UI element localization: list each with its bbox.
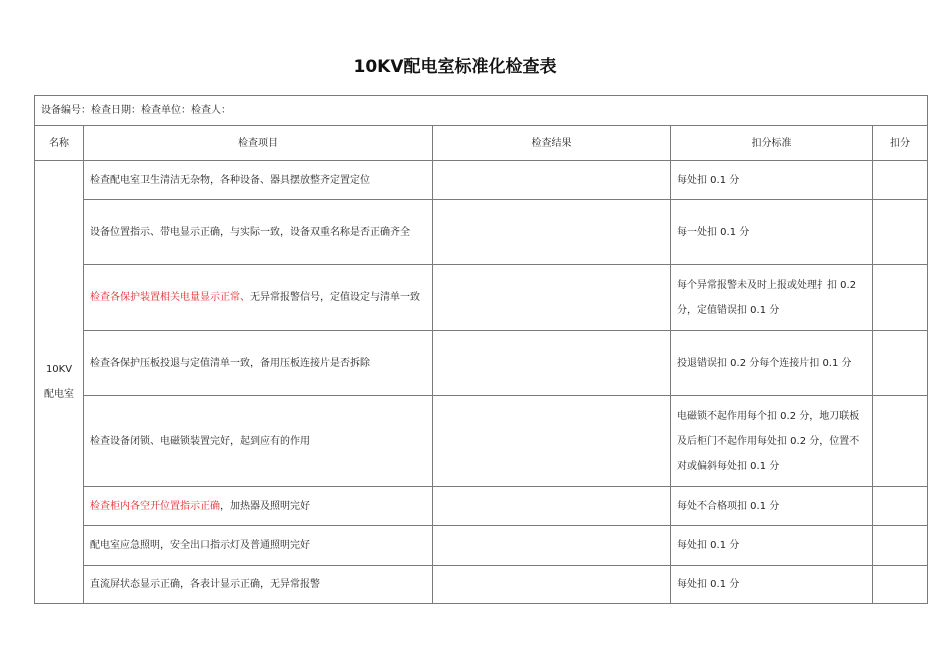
header-name: 名称	[35, 126, 84, 161]
check-item	[84, 331, 433, 396]
check-item	[84, 200, 433, 265]
check-item-text: 检查设备闭锁、电磁锁装置完好，起到应有的作用	[90, 435, 310, 447]
check-result[interactable]	[433, 566, 671, 604]
table-row	[35, 161, 928, 200]
table-row	[35, 200, 928, 265]
deduct-points[interactable]	[873, 526, 928, 566]
check-result[interactable]	[433, 487, 671, 526]
check-item-highlight: 检查柜内各空开位置指示正确	[90, 500, 220, 512]
check-item	[84, 396, 433, 487]
deduct-standard: 每处扣 0.1 分	[671, 566, 873, 604]
check-item-highlight: 检查各保护装置相关电量显示正常、	[90, 292, 250, 303]
check-item	[84, 566, 433, 604]
table-row	[35, 526, 928, 566]
header-deduct: 扣分	[873, 126, 928, 161]
check-item	[84, 526, 433, 566]
table-row	[35, 265, 928, 331]
deduct-points[interactable]	[873, 566, 928, 604]
check-item-text: 直流屏状态显示正确，各表计显示正确，无异常报警	[90, 579, 320, 590]
check-item-text: ，加热器及照明完好	[220, 500, 310, 512]
check-item-text: 检查配电室卫生清洁无杂物，各种设备、器具摆放整齐定置定位	[90, 174, 370, 186]
table-row	[35, 331, 928, 396]
check-item-text: 检查各保护压板投退与定值清单一致，备用压板连接片是否拆除	[90, 357, 370, 369]
check-item-text: 设备位置指示、带电显示正确，与实际一致，设备双重名称是否正确齐全	[90, 226, 410, 238]
check-result[interactable]	[433, 161, 671, 200]
header-row	[35, 126, 928, 161]
deduct-standard: 每处不合格项扣 0.1 分	[671, 487, 873, 526]
inspection-table	[34, 95, 928, 604]
deduct-standard: 每一处扣 0.1 分	[671, 200, 873, 265]
check-result[interactable]	[433, 396, 671, 487]
check-result[interactable]	[433, 265, 671, 331]
check-item-text: 无异常报警信号，定值设定与清单一致	[250, 292, 420, 303]
group-name-line2: 配电室	[44, 389, 74, 400]
deduct-standard: 投退错误扣 0.2 分每个连接片扣 0.1 分	[671, 331, 873, 396]
header-standard: 扣分标准	[671, 126, 873, 161]
check-item	[84, 161, 433, 200]
meta-info: 设备编号：检查日期：检查单位：检查人：	[35, 96, 928, 126]
table-row	[35, 396, 928, 487]
page-title: 10KV配电室标准化检查表	[353, 57, 557, 77]
deduct-standard: 每处扣 0.1 分	[671, 526, 873, 566]
header-result: 检查结果	[433, 126, 671, 161]
table-row	[35, 487, 928, 526]
deduct-points[interactable]	[873, 396, 928, 487]
deduct-standard: 每处扣 0.1 分	[671, 161, 873, 200]
deduct-standard: 电磁锁不起作用每个扣 0.2 分，地刀联板及后柜门不起作用每处扣 0.2 分，位置不对或偏斜每处扣 0.1 分	[671, 396, 873, 487]
deduct-standard: 每个异常报警未及时上报或处理扌扣 0.2 分，定值错误扣 0.1 分	[671, 265, 873, 331]
check-item	[84, 487, 433, 526]
check-item-text: 配电室应急照明，安全出口指示灯及普通照明完好	[90, 540, 310, 551]
deduct-points[interactable]	[873, 200, 928, 265]
meta-row	[35, 96, 928, 126]
check-item	[84, 265, 433, 331]
group-name-line1: 10KV	[45, 364, 73, 375]
deduct-points[interactable]	[873, 331, 928, 396]
check-result[interactable]	[433, 526, 671, 566]
deduct-points[interactable]	[873, 265, 928, 331]
table-row	[35, 566, 928, 604]
deduct-points[interactable]	[873, 161, 928, 200]
deduct-points[interactable]	[873, 487, 928, 526]
header-item: 检查项目	[84, 126, 433, 161]
group-name-cell	[35, 161, 84, 604]
check-result[interactable]	[433, 331, 671, 396]
check-result[interactable]	[433, 200, 671, 265]
